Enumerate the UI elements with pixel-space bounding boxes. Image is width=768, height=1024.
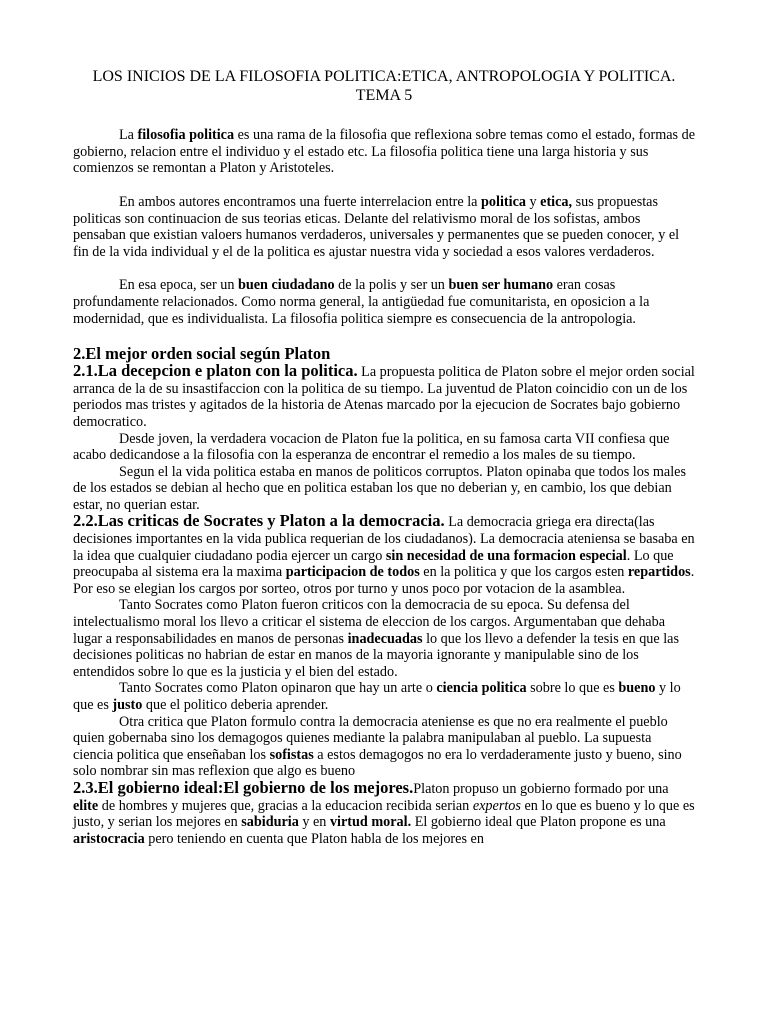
paragraph-corrupt-politicians xyxy=(73,464,695,514)
bold-term: justo xyxy=(112,697,143,713)
paragraph-section-2-3 xyxy=(73,777,695,847)
bold-term: ciencia politica xyxy=(436,680,527,697)
text-run: En ambos autores encontramos una fuerte interrelacion entre la xyxy=(119,193,482,210)
text-run: El gobierno ideal que Platon propone es una xyxy=(411,814,666,831)
text-run: Otra critica que Platon formulo contra la democracia ateniense es que no era realmente el pueblo quien gobernaba sino los demagogos quienes mediante la palabra manipulaban al pueblo. La supuesta ciencia politica que enseñaban los xyxy=(73,713,668,763)
paragraph-ethics-politics xyxy=(73,194,695,260)
text-run: En esa epoca, ser un xyxy=(119,277,238,294)
bold-term: buen ciudadano xyxy=(237,277,335,294)
text-run: y lo que es xyxy=(73,680,681,713)
section-heading-2: 2.El mejor orden social según Platon xyxy=(73,344,331,364)
text-run: Tanto Socrates como Platon fueron criticos con la democracia de su epoca. Su defensa del intelectualismo moral los llevo a criticar el sistema de eleccion de los cargos. Argumentaban que dehaba lugar a responsabilidades en manos de personas xyxy=(73,597,665,647)
text-run: que el politico deberia aprender. xyxy=(142,697,329,713)
text-run: . Lo que preocupaba al sistema era la maxima xyxy=(73,547,674,581)
text-run: Platon propuso un gobierno formado por una xyxy=(413,780,669,797)
document-page xyxy=(73,68,695,847)
bold-term: buen ser humano xyxy=(448,277,554,294)
paragraph-vocation xyxy=(73,431,695,464)
text-run: en lo que es bueno y lo que es justo, y serian los mejores en xyxy=(73,797,695,831)
bold-term: etica, xyxy=(540,193,573,210)
bold-term: sofistas xyxy=(269,746,314,763)
text-run: de la polis y ser un xyxy=(334,277,449,294)
paragraph-intro xyxy=(73,127,695,177)
paragraph-section-2-2 xyxy=(73,513,695,597)
text-run: sobre lo que es xyxy=(526,680,619,697)
document-title: LOS INICIOS DE LA FILOSOFIA POLITICA:ETICA, ANTROPOLOGIA Y POLITICA. TEMA 5 xyxy=(92,68,676,104)
text-run: pero teniendo en cuenta que Platon habla de los mejores en xyxy=(144,830,484,847)
text-run: Tanto Socrates como Platon opinaron que hay un arte o xyxy=(119,680,437,697)
text-run: Desde joven, la verdadera vocacion de Platon fue la politica, en su famosa carta VII confiesa que acabo dedicandose a la filosofia con la esperanza de encontrar el remedio a los males de su tiempo. xyxy=(73,430,670,464)
bold-term: sin necesidad de una formacion especial xyxy=(385,547,627,564)
bold-term: politica xyxy=(481,193,526,210)
bold-term: aristocracia xyxy=(73,830,145,847)
paragraph-political-science xyxy=(73,680,695,713)
paragraph-criticism xyxy=(73,597,695,680)
paragraph-demagogues xyxy=(73,714,695,780)
text-run: en la politica y que los cargos esten xyxy=(419,564,628,581)
text-run: . Por eso se elegian los cargos por sorteo, otros por turno y unos poco por votacion de la asamblea. xyxy=(73,564,695,597)
bold-term: elite xyxy=(73,797,99,814)
text-run: La propuesta politica de Platon sobre el mejor orden social arranca de la de su insastifaccion con la politica de su tiempo. La juventud de Platon coincidio con un de los periodos mas tristes y agitados de la historia de Atenas marcado por la ejecucion de Socrates bajo gobierno democratico. xyxy=(73,364,695,430)
bold-term: virtud moral. xyxy=(329,814,412,831)
bold-term: repartidos xyxy=(627,564,691,581)
bold-term: participacion de todos xyxy=(285,564,420,581)
subsection-heading: 2.1.La decepcion e platon con la politica. xyxy=(73,361,358,381)
paragraph-citizen xyxy=(73,277,695,327)
text-run: a estos demagogos no era lo verdaderamente justo y bueno, sino solo nombrar sin mas reflexion que algo es bueno xyxy=(73,746,682,780)
text-run: La democracia griega era directa(las decisiones importantes en la vida publica requerian de los ciudadanos). La democracia ateniensa se basaba en la idea que cualquier ciudadano podia ejercer un cargo xyxy=(73,514,695,564)
text-run: eran cosas profundamente relacionados. Como norma general, la antigüedad fue comunitarista, en oposicion a la modernidad, que es individualista. La filosofia politica siempre es consecuencia de la antropologia. xyxy=(73,277,650,327)
paragraph-section-2-1 xyxy=(73,363,695,430)
text-run: y xyxy=(525,193,541,210)
text-run: Segun el la vida politica estaba en manos de politicos corruptos. Platon opinaba que todos los males de los estados se debian al hecho que en politica estaban los que no deberian y, en cambio, los que debian estar, no querian estar. xyxy=(73,463,686,513)
text-run: y en xyxy=(298,814,330,831)
text-run: es una rama de la filosofia que reflexiona sobre temas como el estado, formas de gobierno, relacion entre el individuo y el estado etc. La filosofia politica tiene una larga historia y sus comienzos se remontan a Platon y Aristoteles. xyxy=(73,127,695,177)
bold-term: bueno xyxy=(618,680,656,697)
subsection-heading: 2.3.El gobierno ideal:El gobierno de los mejores. xyxy=(73,777,414,797)
text-run: La xyxy=(119,127,138,144)
italic-term: expertos xyxy=(472,797,521,814)
bold-term: filosofia politica xyxy=(137,127,235,144)
subsection-heading: 2.2.Las criticas de Socrates y Platon a la democracia. xyxy=(73,511,445,531)
text-run: lo que los llevo a defender la tesis en que las decisiones politicas no habrian de estar en manos de la mayoria ignorante y manipulable sino de los entendidos sobre lo que es la justicia y el bien del estado. xyxy=(73,630,679,680)
text-run: de hombres y mujeres que, gracias a la educacion recibida serian xyxy=(98,797,473,814)
bold-term: inadecuadas xyxy=(347,630,423,647)
text-run: sus propuestas politicas son continuacion de sus teorias eticas. Delante del relativismo moral de los sofistas, ambos pensaban que existian valoers humanos verdaderos, universales y permanentes que se pueden conocer, y el fin de la vida individual y el de la politica es ajustar nuestra vida y sociedad a esos valores verdaderos. xyxy=(73,193,680,260)
bold-term: sabiduria xyxy=(241,814,299,831)
